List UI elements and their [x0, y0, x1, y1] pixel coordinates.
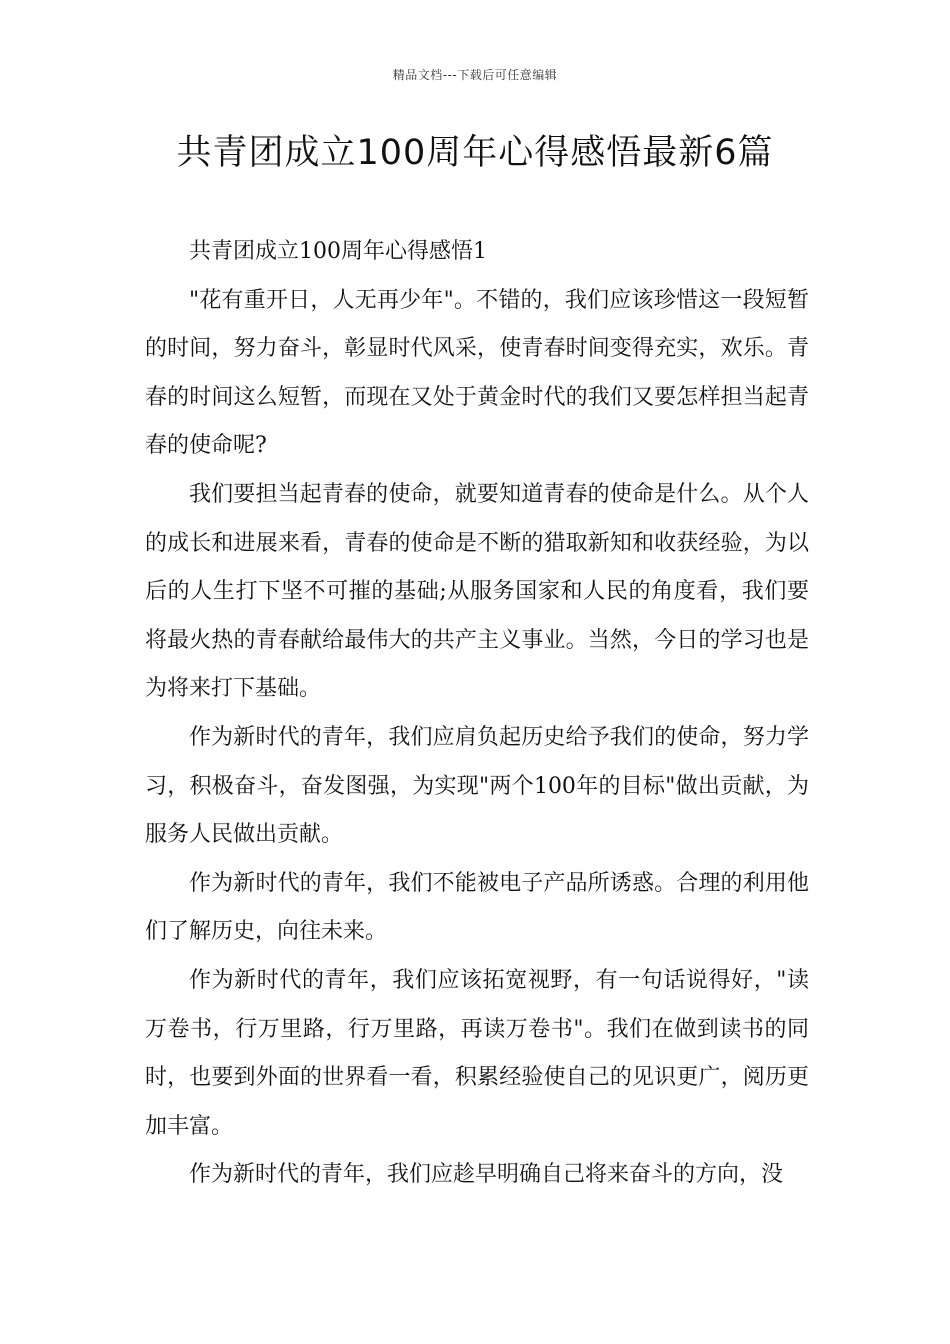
- paragraph: "花有重开日，人无再少年"。不错的，我们应该珍惜这一段短暂的时间，努力奋斗，彰显时代风采，使青春时间变得充实，欢乐。青春的时间这么短暂，而现在又处于黄金时代的我们又要怎样担当起青春的使命呢?: [145, 287, 809, 459]
- header-note: 精品文档---下载后可任意编辑: [392, 68, 558, 82]
- document-body: [145, 228, 809, 1200]
- paragraph: 作为新时代的青年，我们应肩负起历史给予我们的使命，努力学习，积极奋斗，奋发图强，为实现"两个100年的目标"做出贡献，为服务人民做出贡献。: [145, 724, 809, 848]
- paragraph: 作为新时代的青年，我们应趁早明确自己将来奋斗的方向，没: [189, 1162, 784, 1188]
- paragraph: 我们要担当起青春的使命，就要知道青春的使命是什么。从个人的成长和进展来看，青春的使命是不断的猎取新知和收获经验，为以后的人生打下坚不可摧的基础;从服务国家和人民的角度看，我们要将最火热的青春献给最伟大的共产主义事业。当然，今日的学习也是为将来打下基础。: [145, 481, 809, 702]
- document-title: 共青团成立100周年心得感悟最新6篇: [176, 133, 774, 173]
- paragraph: 作为新时代的青年，我们不能被电子产品所诱惑。合理的利用他们了解历史，向往未来。: [145, 870, 809, 945]
- paragraph: 作为新时代的青年，我们应该拓宽视野，有一句话说得好，"读万卷书，行万里路，行万里路，再读万卷书"。我们在做到读书的同时，也要到外面的世界看一看，积累经验使自己的见识更广，阅历更加丰富。: [145, 967, 809, 1139]
- section-heading: 共青团成立100周年心得感悟1: [189, 239, 487, 264]
